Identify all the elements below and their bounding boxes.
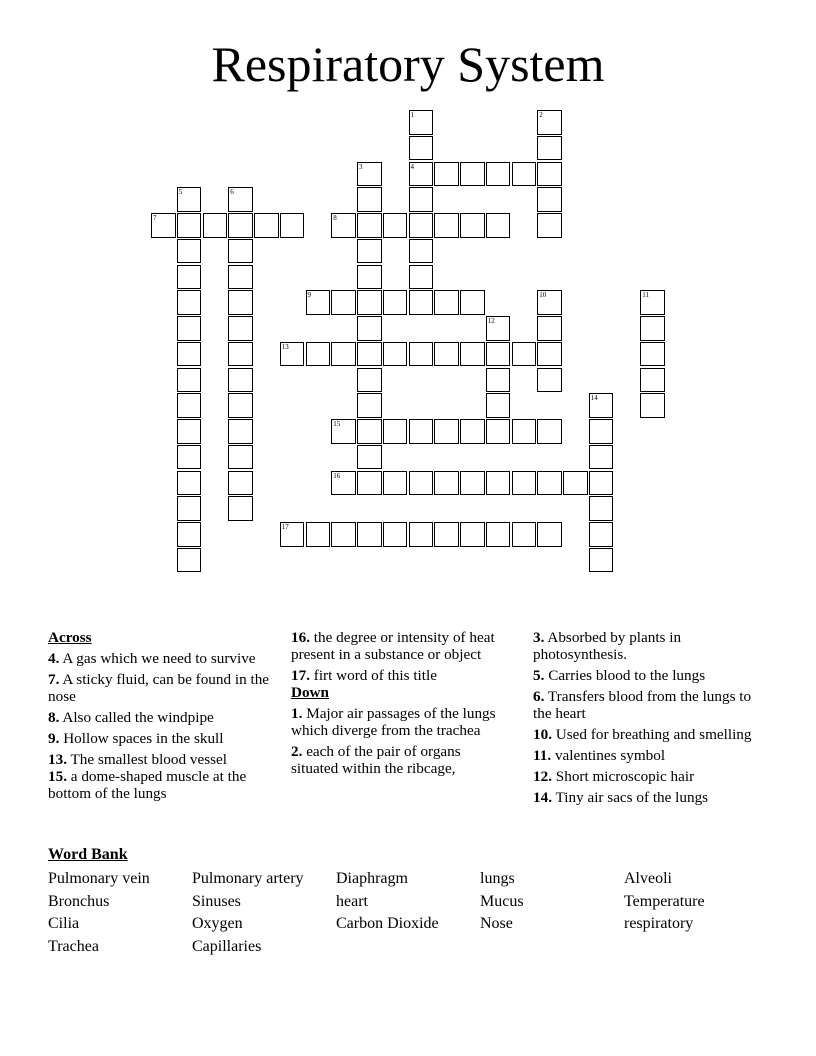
- grid-cell[interactable]: [486, 393, 511, 418]
- grid-cell[interactable]: [383, 419, 408, 444]
- grid-cell[interactable]: [640, 368, 665, 393]
- clue-across-16: 16. the degree or intensity of heat present in a substance or object: [291, 629, 495, 663]
- grid-cell[interactable]: [460, 213, 485, 238]
- clue-number: 13: [281, 342, 289, 351]
- grid-cell[interactable]: [228, 213, 253, 238]
- grid-cell[interactable]: [357, 213, 382, 238]
- clue-number: 9: [307, 291, 311, 300]
- grid-cell[interactable]: [409, 265, 434, 290]
- grid-cell[interactable]: [460, 522, 485, 547]
- grid-cell[interactable]: [177, 342, 202, 367]
- grid-cell[interactable]: [537, 162, 562, 187]
- grid-cell[interactable]: [589, 419, 614, 444]
- clue-number: 16: [333, 471, 341, 480]
- clue-down-12: 12. Short microscopic hair: [533, 768, 695, 785]
- clue-across-7: 7. A sticky fluid, can be found in the nose: [48, 671, 270, 705]
- grid-cell[interactable]: [357, 419, 382, 444]
- grid-cell[interactable]: [331, 522, 356, 547]
- grid-cell[interactable]: [177, 239, 202, 264]
- grid-cell[interactable]: [486, 419, 511, 444]
- grid-cell[interactable]: [177, 522, 202, 547]
- grid-cell[interactable]: [563, 471, 588, 496]
- word-bank-item: Oxygen: [192, 915, 243, 933]
- grid-cell[interactable]: [512, 419, 537, 444]
- grid-cell[interactable]: [409, 162, 434, 187]
- grid-cell[interactable]: [409, 213, 434, 238]
- grid-cell[interactable]: [331, 471, 356, 496]
- clue-across-9: 9. Hollow spaces in the skull: [48, 730, 224, 747]
- word-bank-item: Mucus: [480, 892, 524, 910]
- grid-cell[interactable]: [486, 342, 511, 367]
- word-bank-item: Cilia: [48, 915, 80, 933]
- word-bank-item: Sinuses: [192, 892, 241, 910]
- grid-cell[interactable]: [306, 342, 331, 367]
- grid-cell[interactable]: [589, 471, 614, 496]
- clue-down-6: 6. Transfers blood from the lungs to the heart: [533, 688, 752, 722]
- word-bank-item: heart: [336, 892, 368, 910]
- grid-cell[interactable]: [486, 471, 511, 496]
- clue-down-10: 10. Used for breathing and smelling: [533, 726, 752, 743]
- clue-down-2: 2. each of the pair of organs situated within the ribcage,: [291, 743, 461, 777]
- grid-cell[interactable]: [228, 496, 253, 521]
- grid-cell[interactable]: [409, 419, 434, 444]
- grid-cell[interactable]: [357, 187, 382, 212]
- grid-cell[interactable]: [383, 522, 408, 547]
- grid-cell[interactable]: [409, 136, 434, 161]
- grid-cell[interactable]: [640, 316, 665, 341]
- grid-cell[interactable]: [589, 548, 614, 573]
- clue-number: 8: [333, 214, 337, 222]
- grid-cell[interactable]: [589, 496, 614, 521]
- grid-cell[interactable]: [280, 342, 305, 367]
- grid-cell[interactable]: [177, 187, 202, 212]
- clue-number: 12: [487, 317, 495, 325]
- grid-cell[interactable]: [228, 265, 253, 290]
- clues-column-3: [533, 629, 768, 810]
- grid-cell[interactable]: [177, 265, 202, 290]
- grid-cell[interactable]: [177, 316, 202, 341]
- grid-cell[interactable]: [228, 471, 253, 496]
- grid-cell[interactable]: [357, 471, 382, 496]
- clue-across-4: 4. A gas which we need to survive: [48, 650, 256, 667]
- clue-number: 2: [539, 111, 543, 119]
- grid-cell[interactable]: [589, 445, 614, 470]
- clue-across-8: 8. Also called the windpipe: [48, 709, 214, 726]
- grid-cell[interactable]: [537, 471, 562, 496]
- grid-cell[interactable]: [383, 213, 408, 238]
- clue-across-17: 17. firt word of this title: [291, 667, 437, 684]
- grid-cell[interactable]: [383, 471, 408, 496]
- word-bank-item: Bronchus: [48, 892, 110, 910]
- grid-cell[interactable]: [228, 316, 253, 341]
- clue-number: 1: [410, 111, 414, 119]
- grid-cell[interactable]: [434, 342, 459, 367]
- clue-number: 10: [539, 291, 547, 300]
- grid-cell[interactable]: [434, 213, 459, 238]
- clues-column-2: [291, 629, 509, 781]
- grid-cell[interactable]: [434, 522, 459, 547]
- grid-cell[interactable]: [537, 419, 562, 444]
- grid-cell[interactable]: [486, 162, 511, 187]
- grid-cell[interactable]: [228, 368, 253, 393]
- clue-across-15: 15. a dome-shaped muscle at the bottom of the lungs: [48, 768, 247, 802]
- grid-cell[interactable]: [228, 393, 253, 418]
- grid-cell[interactable]: [537, 290, 562, 315]
- grid-cell[interactable]: [434, 419, 459, 444]
- grid-cell[interactable]: [409, 522, 434, 547]
- clue-down-3: 3. Absorbed by plants in photosynthesis.: [533, 629, 682, 663]
- grid-cell[interactable]: [512, 522, 537, 547]
- grid-cell[interactable]: [512, 342, 537, 367]
- word-bank-item: Pulmonary vein: [48, 870, 150, 887]
- grid-cell[interactable]: [409, 239, 434, 264]
- clue-down-1: 1. Major air passages of the lungs which diverge from the trachea: [291, 705, 496, 739]
- grid-cell[interactable]: [357, 290, 382, 315]
- grid-cell[interactable]: [589, 522, 614, 547]
- grid-cell[interactable]: [460, 290, 485, 315]
- grid-cell[interactable]: [409, 187, 434, 212]
- word-bank-item: lungs: [480, 870, 515, 887]
- grid-cell[interactable]: [254, 213, 279, 238]
- grid-cell[interactable]: [512, 471, 537, 496]
- word-bank-item: Carbon Dioxide: [336, 915, 439, 933]
- grid-cell[interactable]: [537, 213, 562, 238]
- clue-number: 11: [642, 291, 649, 300]
- clue-number: 6: [230, 188, 234, 197]
- grid-cell[interactable]: [177, 290, 202, 315]
- word-bank-item: Alveoli: [624, 870, 672, 887]
- grid-cell[interactable]: [589, 393, 614, 418]
- grid-cell[interactable]: [486, 316, 511, 341]
- grid-cell[interactable]: [486, 213, 511, 238]
- grid-cell[interactable]: [203, 213, 228, 238]
- grid-cell[interactable]: [357, 522, 382, 547]
- clue-number: 15: [333, 420, 341, 428]
- clue-across-13: 13. The smallest blood vessel: [48, 751, 228, 768]
- grid-cell[interactable]: [383, 342, 408, 367]
- grid-cell[interactable]: [280, 522, 305, 547]
- clue-down-11: 11. valentines symbol: [533, 747, 666, 764]
- grid-cell[interactable]: [460, 419, 485, 444]
- word-bank-item: Nose: [480, 915, 513, 933]
- grid-cell[interactable]: [151, 213, 176, 238]
- grid-cell[interactable]: [434, 162, 459, 187]
- word-bank-title: Word Bank: [48, 846, 128, 863]
- grid-cell[interactable]: [640, 393, 665, 418]
- grid-cell[interactable]: [228, 187, 253, 212]
- clue-number: 4: [410, 162, 414, 171]
- grid-cell[interactable]: [357, 265, 382, 290]
- grid-cell[interactable]: [357, 445, 382, 470]
- clue-number: 14: [590, 394, 598, 403]
- grid-cell[interactable]: [331, 290, 356, 315]
- grid-cell[interactable]: [357, 393, 382, 418]
- grid-cell[interactable]: [409, 290, 434, 315]
- grid-cell[interactable]: [228, 290, 253, 315]
- grid-cell[interactable]: [640, 290, 665, 315]
- page-title: Respiratory System: [211, 36, 605, 92]
- grid-cell[interactable]: [537, 316, 562, 341]
- grid-cell[interactable]: [177, 471, 202, 496]
- clue-down-14: 14. Tiny air sacs of the lungs: [533, 789, 709, 806]
- word-bank-item: respiratory: [624, 915, 694, 933]
- grid-cell[interactable]: [177, 213, 202, 238]
- clue-number: 7: [153, 214, 157, 222]
- grid-cell[interactable]: [228, 239, 253, 264]
- grid-cell[interactable]: [177, 496, 202, 521]
- grid-cell[interactable]: [537, 187, 562, 212]
- down-header: Down: [291, 684, 329, 701]
- grid-cell[interactable]: [228, 342, 253, 367]
- grid-cell[interactable]: [357, 162, 382, 187]
- grid-cell[interactable]: [383, 290, 408, 315]
- grid-cell[interactable]: [357, 368, 382, 393]
- grid-cell[interactable]: [228, 445, 253, 470]
- word-bank-item: Diaphragm: [336, 870, 408, 887]
- grid-cell[interactable]: [537, 110, 562, 135]
- grid-cell[interactable]: [409, 342, 434, 367]
- grid-cell[interactable]: [512, 162, 537, 187]
- grid-cell[interactable]: [640, 342, 665, 367]
- grid-cell[interactable]: [357, 316, 382, 341]
- grid-cell[interactable]: [331, 419, 356, 444]
- grid-cell[interactable]: [434, 471, 459, 496]
- grid-cell[interactable]: [460, 162, 485, 187]
- word-bank-item: Capillaries: [192, 938, 262, 956]
- grid-cell[interactable]: [177, 419, 202, 444]
- grid-cell[interactable]: [460, 471, 485, 496]
- grid-cell[interactable]: [537, 522, 562, 547]
- grid-cell[interactable]: [331, 342, 356, 367]
- grid-cell[interactable]: [537, 368, 562, 393]
- across-header: Across: [48, 629, 92, 646]
- grid-cell[interactable]: [409, 110, 434, 135]
- word-bank-item: Pulmonary artery: [192, 870, 304, 887]
- grid-cell[interactable]: [306, 290, 331, 315]
- clue-down-5: 5. Carries blood to the lungs: [533, 667, 706, 684]
- clue-number: 3: [359, 162, 363, 171]
- grid-cell[interactable]: [228, 419, 253, 444]
- grid-cell[interactable]: [331, 213, 356, 238]
- grid-cell[interactable]: [460, 342, 485, 367]
- grid-cell[interactable]: [357, 342, 382, 367]
- clues-column-1: [48, 629, 273, 806]
- grid-cell[interactable]: [306, 522, 331, 547]
- grid-cell[interactable]: [177, 445, 202, 470]
- grid-cell[interactable]: [486, 522, 511, 547]
- grid-cell[interactable]: [177, 548, 202, 573]
- grid-cell[interactable]: [537, 342, 562, 367]
- grid-cell[interactable]: [177, 368, 202, 393]
- grid-cell[interactable]: [486, 368, 511, 393]
- word-bank-item: Trachea: [48, 938, 99, 956]
- clue-number: 17: [281, 523, 289, 531]
- grid-cell[interactable]: [357, 239, 382, 264]
- grid-cell[interactable]: [537, 136, 562, 161]
- grid-cell[interactable]: [409, 471, 434, 496]
- grid-cell[interactable]: [434, 290, 459, 315]
- grid-cell[interactable]: [280, 213, 305, 238]
- clue-number: 5: [178, 188, 183, 197]
- word-bank-item: Temperature: [624, 892, 705, 910]
- grid-cell[interactable]: [177, 393, 202, 418]
